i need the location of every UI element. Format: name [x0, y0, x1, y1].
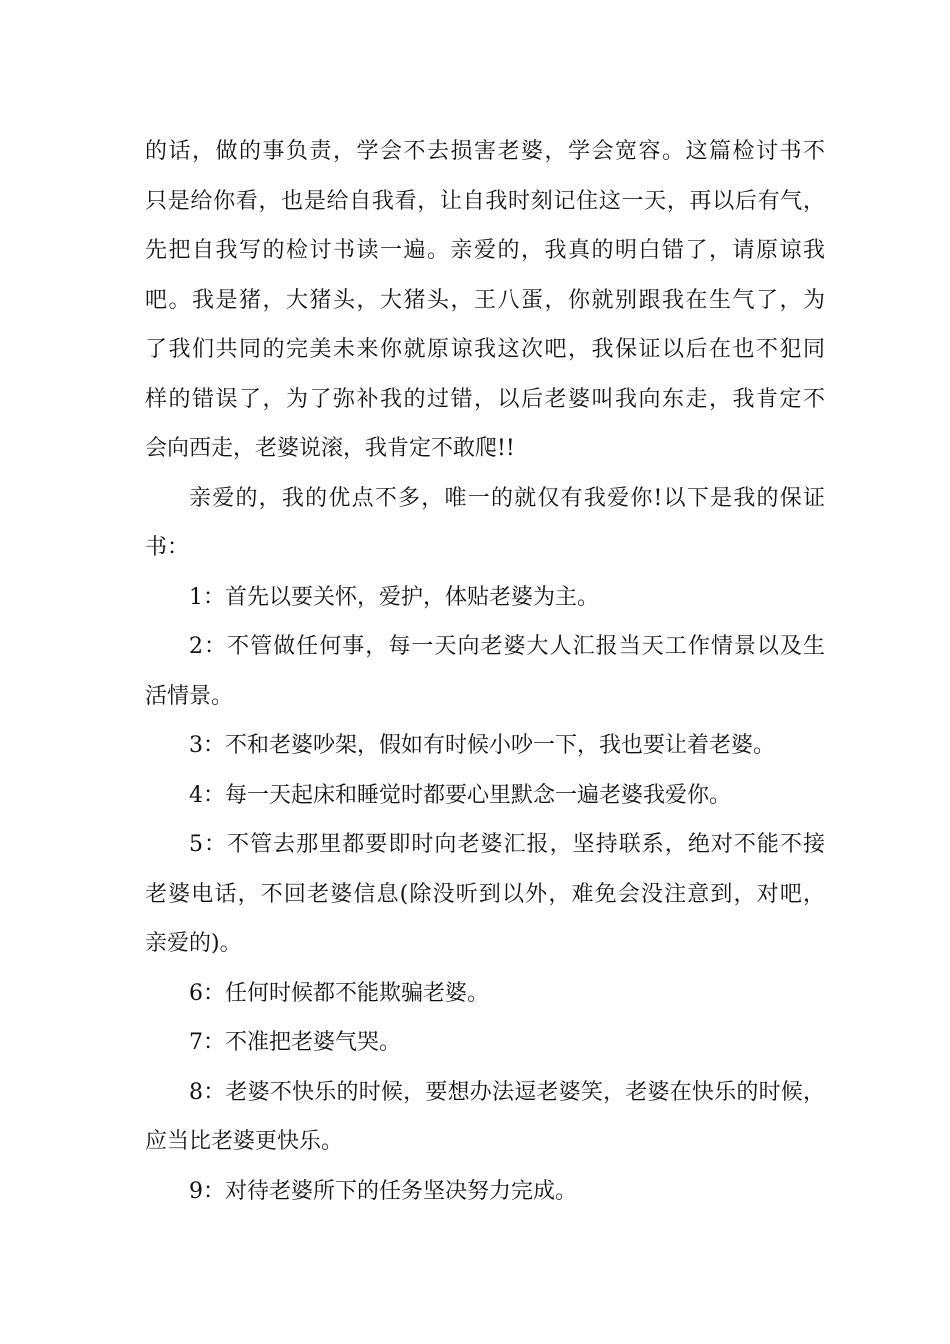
text-line: 吧。我是猪，大猪头，大猪头，王八蛋，你就别跟我在生气了，为 [145, 287, 825, 313]
text-line: 应当比老婆更快乐。 [145, 1129, 344, 1154]
list-item-6 [145, 969, 825, 1019]
list-item-9 [145, 1167, 825, 1217]
text-line: 3：不和老婆吵架，假如有时候小吵一下，我也要让着老婆。 [189, 733, 775, 758]
text-line: 书： [145, 535, 190, 560]
text-line: 的话，做的事负责，学会不去损害老婆，学会宽容。这篇检讨书不 [145, 139, 825, 164]
paragraph-continuation [145, 127, 825, 474]
text-line: 9：对待老婆所下的任务坚决努力完成。 [189, 1178, 577, 1204]
text-line: 6：任何时候都不能欺骗老婆。 [189, 980, 489, 1006]
text-line: 2：不管做任何事，每一天向老婆大人汇报当天工作情景以及生 [189, 634, 825, 659]
text-line: 8：老婆不快乐的时候，要想办法逗老婆笑，老婆在快乐的时候， [189, 1079, 825, 1105]
text-line: 亲爱的，我的优点不多，唯一的就仅有我爱你!以下是我的保证 [189, 485, 825, 511]
list-item-1 [145, 573, 825, 623]
list-item-2 [145, 622, 825, 721]
list-item-3 [145, 721, 825, 771]
document-body [145, 127, 825, 1216]
list-item-8 [145, 1068, 825, 1167]
list-item-5 [145, 820, 825, 969]
list-item-7 [145, 1018, 825, 1068]
list-item-4 [145, 771, 825, 821]
text-line: 7：不准把老婆气哭。 [189, 1030, 401, 1055]
text-line: 亲爱的)。 [145, 931, 242, 956]
text-line: 老婆电话，不回老婆信息(除没听到以外，难免会没注意到，对吧， [145, 881, 825, 907]
text-line: 了我们共同的完美未来你就原谅我这次吧，我保证以后在也不犯同 [145, 337, 825, 362]
text-line: 1：首先以要关怀，爱护，体贴老婆为主。 [189, 584, 599, 610]
text-line: 活情景。 [145, 683, 234, 709]
text-line: 样的错误了，为了弥补我的过错，以后老婆叫我向东走，我肯定不 [145, 386, 825, 412]
text-line: 只是给你看，也是给自我看，让自我时刻记住这一天，再以后有气， [145, 188, 825, 214]
paragraph-intro [145, 474, 825, 573]
text-line: 5：不管去那里都要即时向老婆汇报，坚持联系，绝对不能不接 [189, 832, 825, 857]
text-line: 会向西走，老婆说滚，我肯定不敢爬!! [145, 436, 515, 461]
text-line: 4：每一天起床和睡觉时都要心里默念一遍老婆我爱你。 [189, 782, 731, 808]
text-line: 先把自我写的检讨书读一遍。亲爱的，我真的明白错了，请原谅我 [145, 238, 825, 263]
